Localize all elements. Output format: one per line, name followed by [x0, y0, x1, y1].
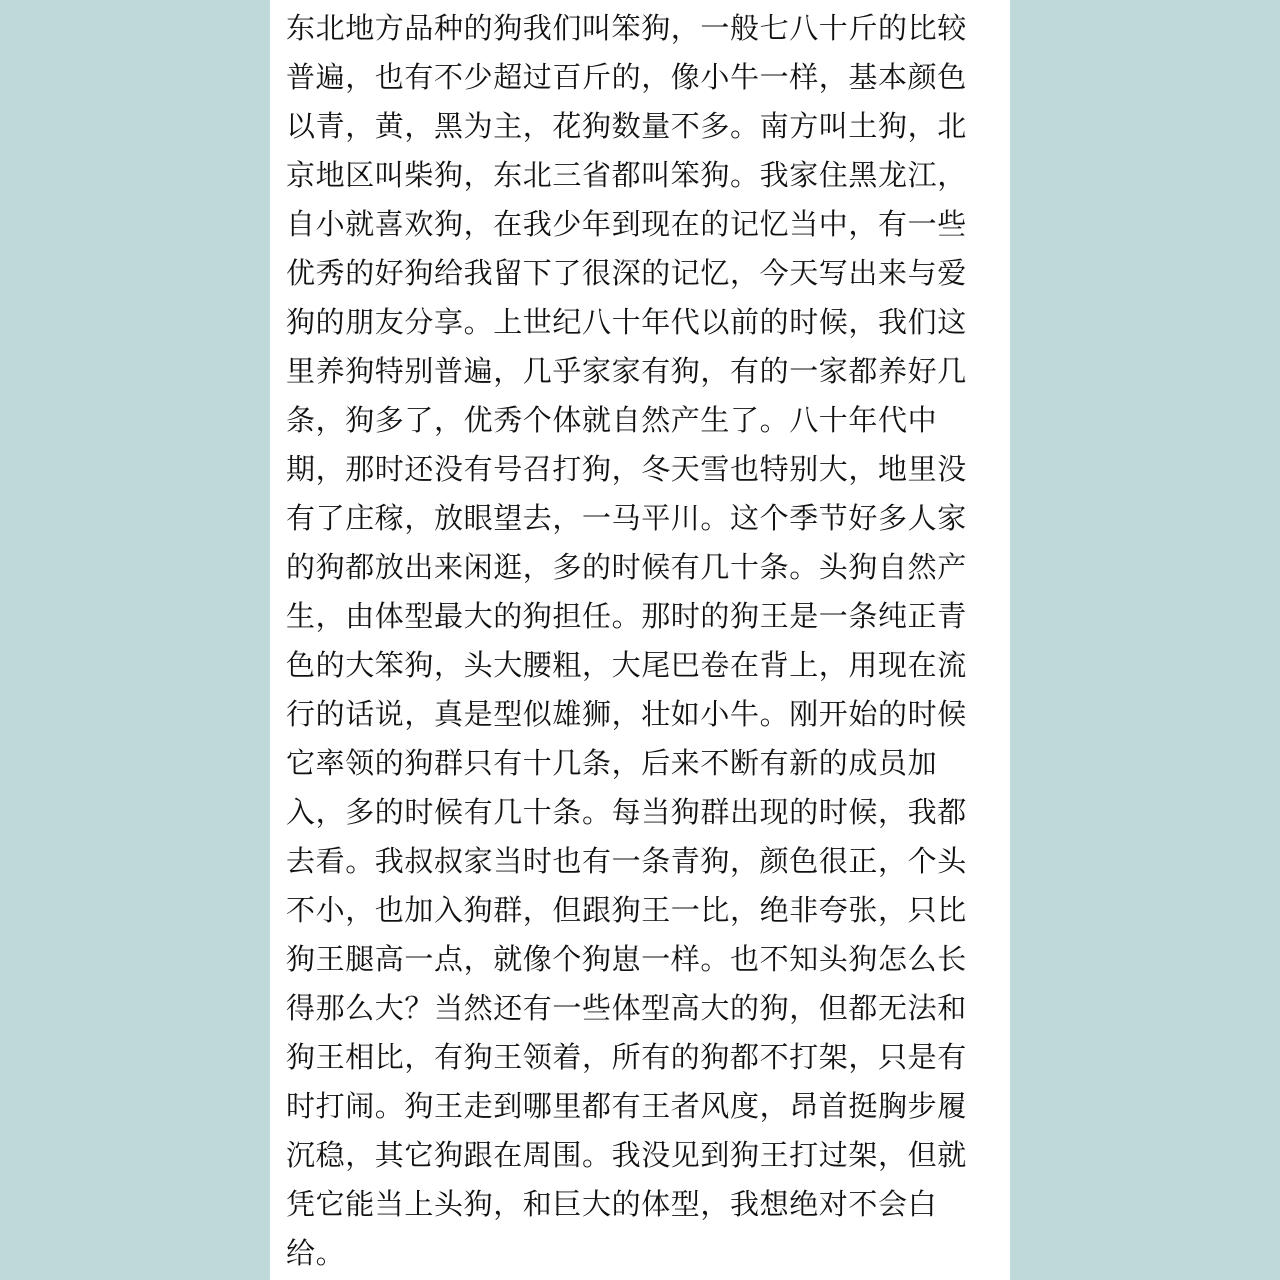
text-line: 期，那时还没有号召打狗，冬天雪也特别大，地里没: [286, 452, 967, 486]
text-line: 得那么大？当然还有一些体型高大的狗，但都无法和: [286, 991, 967, 1025]
text-line: 给。: [286, 1236, 346, 1270]
text-line: 狗的朋友分享。上世纪八十年代以前的时候，我们这: [286, 305, 967, 339]
text-line: 它率领的狗群只有十几条，后来不断有新的成员加: [286, 746, 938, 780]
text-line: 入，多的时候有几十条。每当狗群出现的时候，我都: [286, 795, 967, 829]
text-line: 狗王腿高一点，就像个狗崽一样。也不知头狗怎么长: [286, 942, 967, 976]
text-line: 的狗都放出来闲逛，多的时候有几十条。头狗自然产: [286, 550, 967, 584]
text-line: 以青，黄，黑为主，花狗数量不多。南方叫土狗，北: [286, 109, 967, 143]
text-line: 普遍，也有不少超过百斤的，像小牛一样，基本颜色: [286, 60, 967, 94]
text-line: 沉稳，其它狗跟在周围。我没见到狗王打过架，但就: [286, 1138, 967, 1172]
text-line: 狗王相比，有狗王领着，所有的狗都不打架，只是有: [286, 1040, 967, 1074]
text-line: 自小就喜欢狗，在我少年到现在的记忆当中，有一些: [286, 207, 967, 241]
text-line: 东北地方品种的狗我们叫笨狗，一般七八十斤的比较: [286, 11, 967, 45]
text-line: 条，狗多了，优秀个体就自然产生了。八十年代中: [286, 403, 938, 437]
text-line: 生，由体型最大的狗担任。那时的狗王是一条纯正青: [286, 599, 967, 633]
text-line: 行的话说，真是型似雄狮，壮如小牛。刚开始的时候: [286, 697, 967, 731]
article-text-panel: [270, 0, 1010, 1280]
text-line: 里养狗特别普遍，几乎家家有狗，有的一家都养好几: [286, 354, 967, 388]
text-line: 时打闹。狗王走到哪里都有王者风度，昂首挺胸步履: [286, 1089, 967, 1123]
text-line: 优秀的好狗给我留下了很深的记忆，今天写出来与爱: [286, 256, 967, 290]
text-line: 有了庄稼，放眼望去，一马平川。这个季节好多人家: [286, 501, 967, 535]
text-line: 去看。我叔叔家当时也有一条青狗，颜色很正，个头: [286, 844, 967, 878]
text-line: 凭它能当上头狗，和巨大的体型，我想绝对不会白: [286, 1187, 938, 1221]
text-line: 京地区叫柴狗，东北三省都叫笨狗。我家住黑龙江，: [286, 158, 967, 192]
text-line: 色的大笨狗，头大腰粗，大尾巴卷在背上，用现在流: [286, 648, 967, 682]
text-line: 不小，也加入狗群，但跟狗王一比，绝非夸张，只比: [286, 893, 967, 927]
